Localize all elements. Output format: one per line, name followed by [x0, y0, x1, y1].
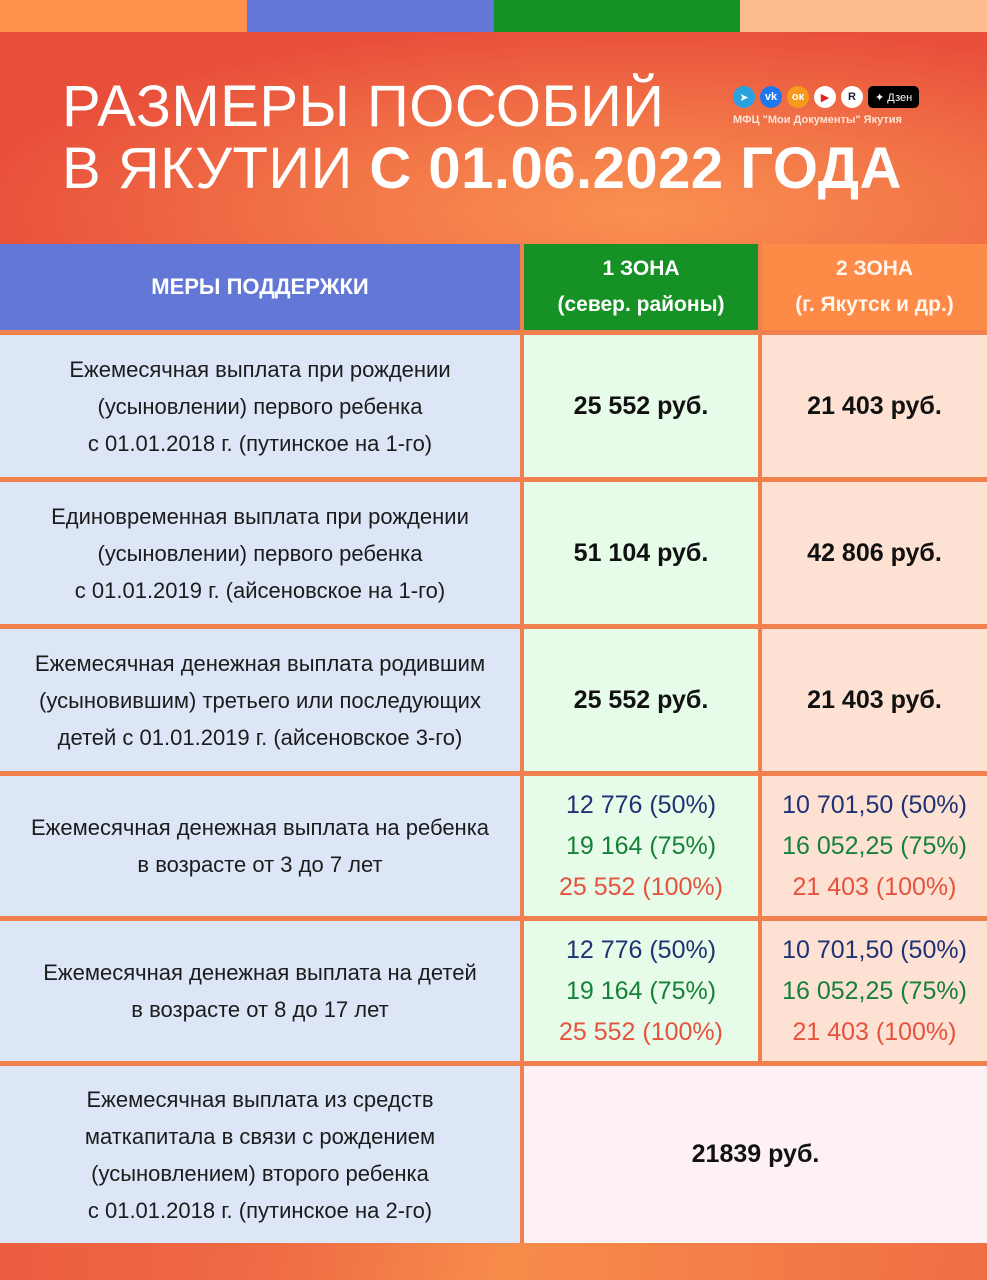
- telegram-icon[interactable]: ➤: [733, 86, 755, 108]
- desc-line: с 01.01.2019 г. (айсеновское на 1-го): [74, 577, 446, 603]
- desc-line: Единовременная выплата при рождении: [51, 503, 469, 529]
- desc-line: Ежемесячная выплата из средств: [86, 1086, 434, 1112]
- zone-1-title: 1 ЗОНА: [602, 257, 680, 280]
- title-line-2: [62, 138, 902, 200]
- table-row: [0, 916, 987, 1061]
- amount-50: 10 701,50 (50%): [782, 790, 967, 819]
- title-line-2-bold: С 01.06.2022 ГОДА: [369, 136, 902, 201]
- social-icons: [733, 86, 933, 108]
- amount-100: 25 552 (100%): [558, 1017, 723, 1046]
- dzen-badge[interactable]: ✦ Дзен: [868, 86, 919, 108]
- row-description: [0, 335, 524, 477]
- header-zone-2: [762, 244, 987, 330]
- amount-75: 16 052,25 (75%): [782, 976, 967, 1005]
- zone-2-value: [762, 921, 987, 1061]
- title-line-1: РАЗМЕРЫ ПОСОБИЙ: [62, 74, 665, 139]
- zone-2-subtitle: (г. Якутск и др.): [795, 293, 954, 316]
- table-row: [0, 624, 987, 771]
- desc-line: Ежемесячная выплата при рождении: [69, 356, 451, 382]
- amount: 42 806 руб.: [807, 538, 942, 567]
- amount-100: 21 403 (100%): [792, 1017, 957, 1046]
- desc-line: (усыновлением) второго ребенка: [91, 1160, 429, 1186]
- youtube-icon[interactable]: ▶: [814, 86, 836, 108]
- desc-line: с 01.01.2018 г. (путинское на 1-го): [87, 430, 433, 456]
- amount: 21 403 руб.: [807, 685, 942, 714]
- desc-line: Ежемесячная денежная выплата на ребенка: [30, 815, 490, 840]
- stripe-blue: [247, 0, 494, 32]
- desc-line: маткапитала в связи с рождением: [84, 1123, 436, 1149]
- amount-50: 12 776 (50%): [565, 935, 717, 964]
- table-row: [0, 771, 987, 916]
- desc-line: в возрасте от 8 до 17 лет: [131, 997, 389, 1022]
- brand-block: [733, 86, 933, 126]
- desc-line: Ежемесячная денежная выплата родившим: [34, 650, 486, 676]
- desc-line: в возрасте от 3 до 7 лет: [137, 852, 383, 877]
- amount-50: 12 776 (50%): [565, 790, 717, 819]
- amount-75: 16 052,25 (75%): [782, 831, 967, 860]
- table-row: [0, 330, 987, 477]
- zone-2-value: [762, 482, 987, 624]
- zone-1-value: [524, 921, 762, 1061]
- desc-line: с 01.01.2018 г. (путинское на 2-го): [87, 1197, 433, 1223]
- amount-75: 19 164 (75%): [565, 976, 717, 1005]
- amount-100: 21 403 (100%): [792, 872, 957, 901]
- desc-line: детей с 01.01.2019 г. (айсеновское 3-го): [57, 724, 463, 750]
- benefits-table: [0, 244, 987, 1243]
- amount: 25 552 руб.: [573, 391, 709, 420]
- zone-2-value: [762, 776, 987, 916]
- title-line-2-regular: В ЯКУТИИ: [62, 136, 370, 201]
- amount: 51 104 руб.: [573, 538, 709, 567]
- odnoklassniki-icon[interactable]: ок: [787, 86, 809, 108]
- amount-50: 10 701,50 (50%): [782, 935, 967, 964]
- stripe-orange: [0, 0, 247, 32]
- header-zone-1: [524, 244, 762, 330]
- brand-caption: МФЦ "Мои Документы" Якутия: [733, 114, 902, 126]
- zone-1-subtitle: (север. районы): [557, 293, 725, 316]
- rutube-icon[interactable]: R: [841, 86, 863, 108]
- table-header-row: [0, 244, 987, 330]
- table-row: [0, 1061, 987, 1243]
- zone-1-value: [524, 482, 762, 624]
- row-description: [0, 629, 524, 771]
- top-color-stripes: [0, 0, 987, 32]
- header-measures: МЕРЫ ПОДДЕРЖКИ: [0, 244, 524, 330]
- stripe-green: [494, 0, 741, 32]
- stripe-peach: [740, 0, 987, 32]
- amount: 21 403 руб.: [807, 391, 942, 420]
- amount: 21839 руб.: [691, 1140, 820, 1168]
- zone-2-value: [762, 335, 987, 477]
- zone-2-value: [762, 629, 987, 771]
- amount: 25 552 руб.: [573, 685, 709, 714]
- table-row: [0, 477, 987, 624]
- amount-100: 25 552 (100%): [558, 872, 723, 901]
- zone-1-value: [524, 629, 762, 771]
- row-description: [0, 776, 524, 916]
- zone-2-title: 2 ЗОНА: [835, 257, 914, 280]
- desc-line: (усыновлении) первого ребенка: [97, 540, 423, 566]
- zone-1-value: [524, 776, 762, 916]
- row-description: [0, 921, 524, 1061]
- zone-1-value: [524, 335, 762, 477]
- desc-line: Ежемесячная денежная выплата на детей: [43, 960, 477, 985]
- row-description: [0, 1066, 524, 1243]
- desc-line: (усыновлении) первого ребенка: [97, 393, 423, 419]
- amount-75: 19 164 (75%): [565, 831, 717, 860]
- both-zones-value: [524, 1066, 987, 1243]
- desc-line: (усыновившим) третьего или последующих: [39, 687, 481, 713]
- row-description: [0, 482, 524, 624]
- vk-icon[interactable]: vk: [760, 86, 782, 108]
